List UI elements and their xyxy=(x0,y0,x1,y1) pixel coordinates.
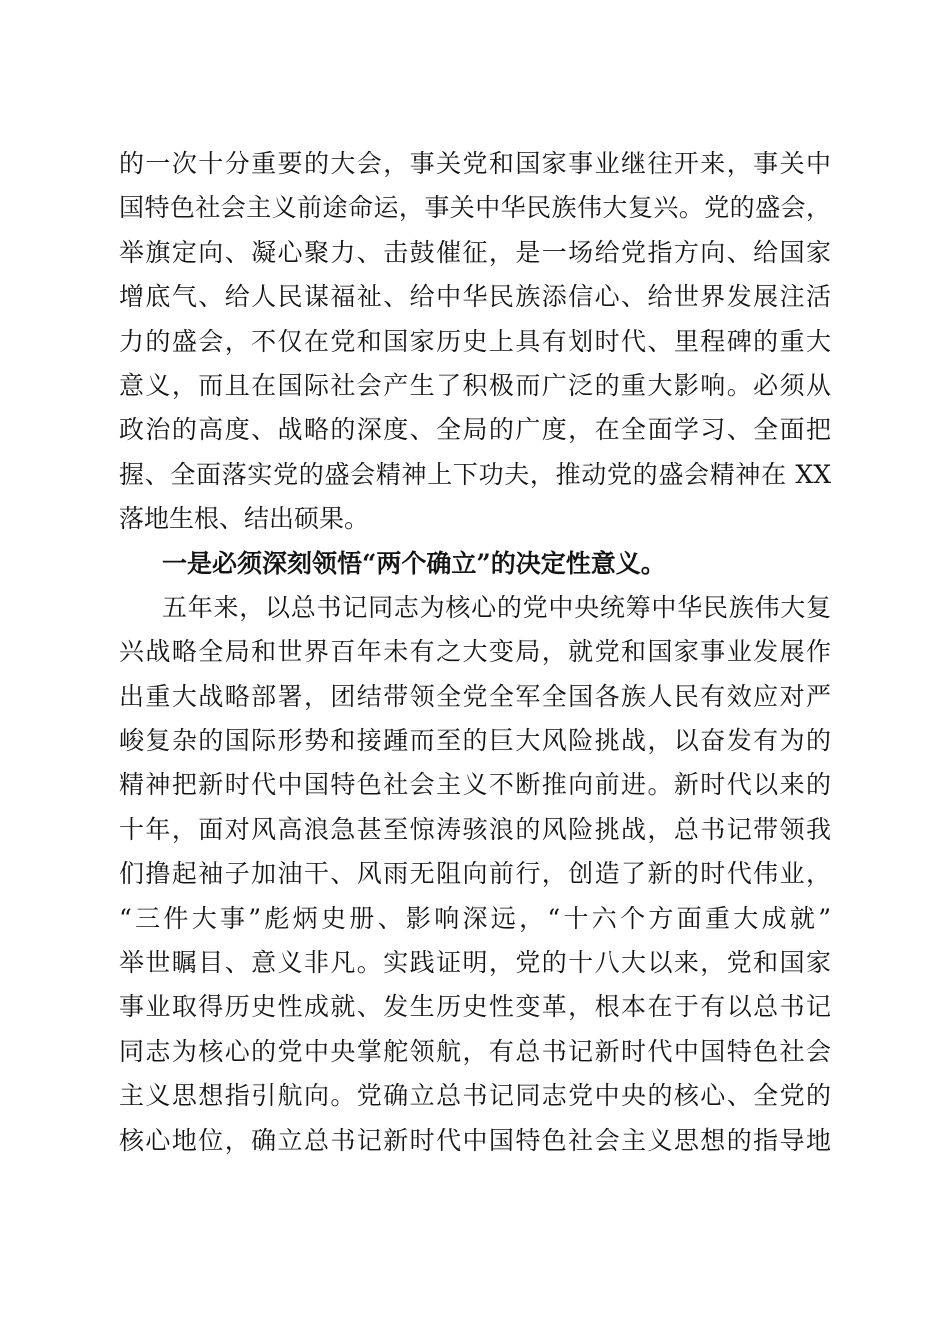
text-line: 落地生根、结出硕果。 xyxy=(119,504,370,534)
body-paragraph xyxy=(119,586,831,1163)
text-line: 精神把新时代中国特色社会主义不断推向前进。新时代以来的 xyxy=(119,770,831,800)
text-line: 峻复杂的国际形势和接踵而至的巨大风险挑战，以奋发有为的 xyxy=(119,726,831,756)
text-line: 增底气、给人民谋福祉、给中华民族添信心、给世界发展注活 xyxy=(119,282,831,312)
text-line: 握、全面落实党的盛会精神上下功夫，推动党的盛会精神在 XX xyxy=(119,459,831,489)
text-line: “三件大事”彪炳史册、影响深远，“十六个方面重大成就” xyxy=(119,903,831,933)
text-line: 政治的高度、战略的深度、全局的广度，在全面学习、全面把 xyxy=(119,415,831,445)
document-body xyxy=(119,142,831,1163)
text-line: 兴战略全局和世界百年未有之大变局，就党和国家事业发展作 xyxy=(119,637,831,667)
text-line: 意义，而且在国际社会产生了积极而广泛的重大影响。必须从 xyxy=(119,370,831,400)
text-line: 们撸起袖子加油干、风雨无阻向前行，创造了新的时代伟业， xyxy=(119,859,831,889)
text-line: 的一次十分重要的大会，事关党和国家事业继往开来，事关中 xyxy=(119,149,831,178)
text-line: 五年来，以总书记同志为核心的党中央统筹中华民族伟大复 xyxy=(162,592,831,622)
intro-paragraph xyxy=(119,142,831,542)
text-line: 举旗定向、凝心聚力、击鼓催征，是一场给党指方向、给国家 xyxy=(119,237,831,267)
text-line: 举世瞩目、意义非凡。实践证明，党的十八大以来，党和国家 xyxy=(119,948,831,978)
text-line: 出重大战略部署，团结带领全党全军全国各族人民有效应对严 xyxy=(119,681,831,711)
text-line: 力的盛会，不仅在党和国家历史上具有划时代、里程碑的重大 xyxy=(119,326,831,356)
text-line: 同志为核心的党中央掌舵领航，有总书记新时代中国特色社会 xyxy=(119,1036,831,1066)
text-line: 十年，面对风高浪急甚至惊涛骇浪的风险挑战，总书记带领我 xyxy=(119,814,831,844)
text-line: 主义思想指引航向。党确立总书记同志党中央的核心、全党的 xyxy=(119,1081,831,1111)
section-heading: 一是必须深刻领悟“两个确立”的决定性意义。 xyxy=(162,548,666,578)
text-line: 国特色社会主义前途命运，事关中华民族伟大复兴。党的盛会， xyxy=(119,193,831,223)
text-line: 核心地位，确立总书记新时代中国特色社会主义思想的指导地 xyxy=(119,1125,831,1155)
text-line: 事业取得历史性成就、发生历史性变革，根本在于有以总书记 xyxy=(119,992,831,1022)
